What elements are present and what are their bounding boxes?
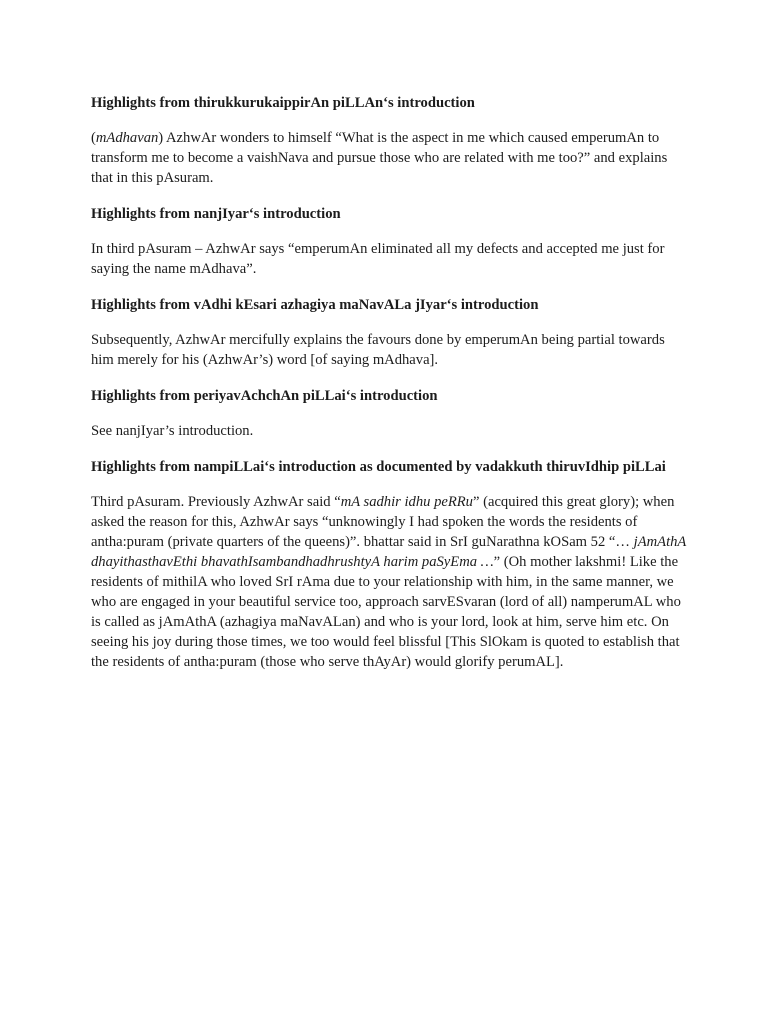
section-body-vadhi-kesari: Subsequently, AzhwAr mercifully explains the favours done by emperumAn being partial towards him merely for his (AzhwAr’s) word [of saying mAdhava]. bbox=[91, 332, 665, 368]
document-page bbox=[91, 93, 691, 688]
section-body-periyavachchan: See nanjIyar’s introduction. bbox=[91, 423, 254, 439]
body-text: Third pAsuram. Previously AzhwAr said “ bbox=[91, 494, 341, 510]
section-heading-nanjiyar: Highlights from nanjIyar‘s introduction bbox=[91, 206, 341, 222]
body-text: ” (Oh mother lakshmi! Like the residents of mithilA who loved SrI rAma due to your relationship with him, in the same manner, we who are engaged in your beautiful service too, approach sarvESvaran (lord of all) namperumAL who is called as jAmAthA (azhagiya maNavALan) and who is your lord, look at him, serve him etc. On seeing his joy during those times, we too would feel blissful [This SlOkam is quoted to establish that the residents of antha:puram (those who serve thAyAr) would glorify perumAL]. bbox=[91, 554, 681, 670]
sloka-quote: jAmAthA dhayithasthavEthi bhavathIsambandhadhrushtyA harim paSyEma … bbox=[91, 534, 687, 570]
quoted-phrase: mA sadhir idhu peRRu bbox=[340, 494, 473, 510]
section-heading-thirukkurukaippiran: Highlights from thirukkurukaippirAn piLLAn‘s introduction bbox=[91, 95, 475, 111]
section-body-nampillai bbox=[91, 492, 691, 672]
section-body-nanjiyar: In third pAsuram – AzhwAr says “emperumAn eliminated all my defects and accepted me just for saying the name mAdhava”. bbox=[91, 241, 665, 277]
section-heading-vadhi-kesari: Highlights from vAdhi kEsari azhagiya maNavALa jIyar‘s introduction bbox=[91, 297, 539, 313]
madhavan-term: mAdhavan bbox=[95, 130, 159, 146]
section-heading-periyavachchan: Highlights from periyavAchchAn piLLai‘s introduction bbox=[91, 388, 438, 404]
section-body-thirukkurukaippiran bbox=[91, 128, 691, 188]
section-heading-nampillai: Highlights from nampiLLai‘s introduction as documented by vadakkuth thiruvIdhip piLLai bbox=[91, 459, 666, 475]
paren-open: ( bbox=[91, 130, 96, 146]
body-text: ) AzhwAr wonders to himself “What is the aspect in me which caused emperumAn to transform me to become a vaishNava and pursue those who are related with me too?” and explains that in this pAsuram. bbox=[91, 130, 668, 186]
body-text: ” (acquired this great glory); when asked the reason for this, AzhwAr says “unknowingly I had spoken the words the residents of antha:puram (private quarters of the queens)”. bhattar said in SrI guNarathna kOSam 52 “… bbox=[91, 494, 675, 550]
